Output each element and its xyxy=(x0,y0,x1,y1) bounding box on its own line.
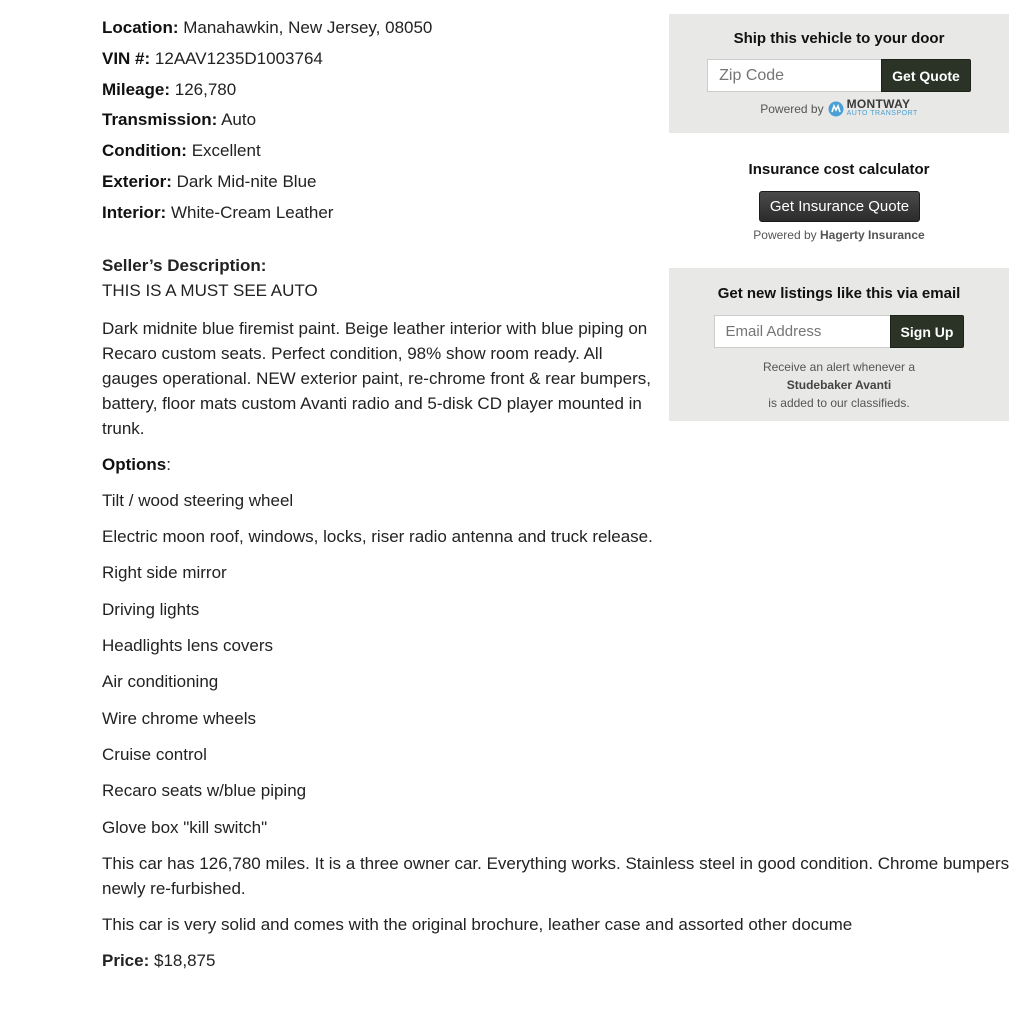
get-quote-button[interactable]: Get Quote xyxy=(881,59,971,92)
sidebar xyxy=(669,14,1009,410)
option-item: Electric moon roof, windows, locks, riser radio antenna and truck release. xyxy=(102,527,653,547)
seller-description-title: Seller’s Description: xyxy=(102,255,267,275)
option-item: Glove box "kill switch" xyxy=(102,817,268,837)
shipping-title: Ship this vehicle to your door xyxy=(733,30,945,47)
detail-value: Excellent xyxy=(191,141,261,161)
detail-value: Dark Mid-nite Blue xyxy=(176,171,317,191)
detail-value: 126,780 xyxy=(174,79,237,99)
sign-up-button[interactable]: Sign Up xyxy=(890,315,965,348)
powered-by-label: Powered by xyxy=(753,228,817,242)
detail-label: Location: xyxy=(102,18,179,37)
detail-value: White-Cream Leather xyxy=(170,202,334,222)
option-item: Air conditioning xyxy=(102,672,219,692)
montway-name: MONTWAY xyxy=(846,97,911,111)
montway-logo-icon xyxy=(828,101,844,117)
montway-wordmark xyxy=(846,97,918,118)
shipping-widget xyxy=(669,14,1009,133)
montway-logo[interactable] xyxy=(828,97,918,118)
detail-label: Transmission: xyxy=(102,110,218,130)
option-item: Right side mirror xyxy=(102,563,227,583)
detail-label: Condition: xyxy=(102,141,187,161)
shipping-form xyxy=(669,59,1009,92)
option-item: Wire chrome wheels xyxy=(102,708,256,728)
insurance-powered-by xyxy=(669,228,1009,242)
price-value: $18,875 xyxy=(153,950,216,970)
email-alert-widget xyxy=(669,268,1009,421)
email-alert-note xyxy=(669,358,1009,412)
options-label: Options xyxy=(102,454,167,474)
detail-value: Manahawkin, New Jersey, 08050 xyxy=(183,18,433,37)
option-item: Headlights lens covers xyxy=(102,636,274,656)
price xyxy=(102,948,1012,973)
option-item: Tilt / wood steering wheel xyxy=(102,490,294,510)
alert-model: Studebaker Avanti xyxy=(786,378,892,392)
powered-by-label: Powered by xyxy=(760,102,824,116)
options-colon: : xyxy=(166,454,171,474)
alert-line-1: Receive an alert whenever a xyxy=(762,360,916,374)
options-list xyxy=(102,488,1012,840)
detail-label: Interior: xyxy=(102,202,167,222)
listing-main xyxy=(102,14,1012,973)
detail-value: 12AAV1235D1003764 xyxy=(154,48,323,68)
insurance-provider[interactable]: Hagerty Insurance xyxy=(820,228,925,242)
seller-description: Dark midnite blue firemist paint. Beige leather interior with blue piping on Recaro custom seats. Perfect condition, 98% show room ready. All gauges operational. NEW exterior paint, re-chrome front & rear bumpers, battery, floor mats custom Avanti radio and 5-disk CD player mounted in trunk. xyxy=(102,318,651,438)
insurance-title: Insurance cost calculator xyxy=(748,161,930,178)
montway-subtitle: AUTO TRANSPORT xyxy=(846,110,918,117)
shipping-powered-by xyxy=(669,97,1009,118)
options-heading xyxy=(102,452,1012,477)
option-item: Cruise control xyxy=(102,744,207,764)
price-label: Price: xyxy=(102,950,150,970)
closing-paragraph-1: This car has 126,780 miles. It is a three owner car. Everything works. Stainless steel in good condition. Chrome bumpers newly re-furbished. xyxy=(102,853,1010,898)
get-insurance-quote-button[interactable]: Get Insurance Quote xyxy=(759,191,920,222)
zip-code-input[interactable] xyxy=(707,59,881,92)
option-item: Recaro seats w/blue piping xyxy=(102,781,307,801)
detail-label: VIN #: xyxy=(102,48,151,68)
email-address-input[interactable] xyxy=(714,315,890,348)
detail-label: Mileage: xyxy=(102,79,171,99)
option-item: Driving lights xyxy=(102,599,200,619)
detail-value: Auto xyxy=(221,110,257,130)
detail-label: Exterior: xyxy=(102,171,172,191)
seller-headline: THIS IS A MUST SEE AUTO xyxy=(102,280,318,300)
closing-paragraph-2: This car is very solid and comes with the original brochure, leather case and assorted other docume xyxy=(102,914,853,934)
email-alert-form xyxy=(669,315,1009,348)
alert-line-3: is added to our classifieds. xyxy=(768,396,910,410)
email-alert-title: Get new listings like this via email xyxy=(717,285,961,302)
